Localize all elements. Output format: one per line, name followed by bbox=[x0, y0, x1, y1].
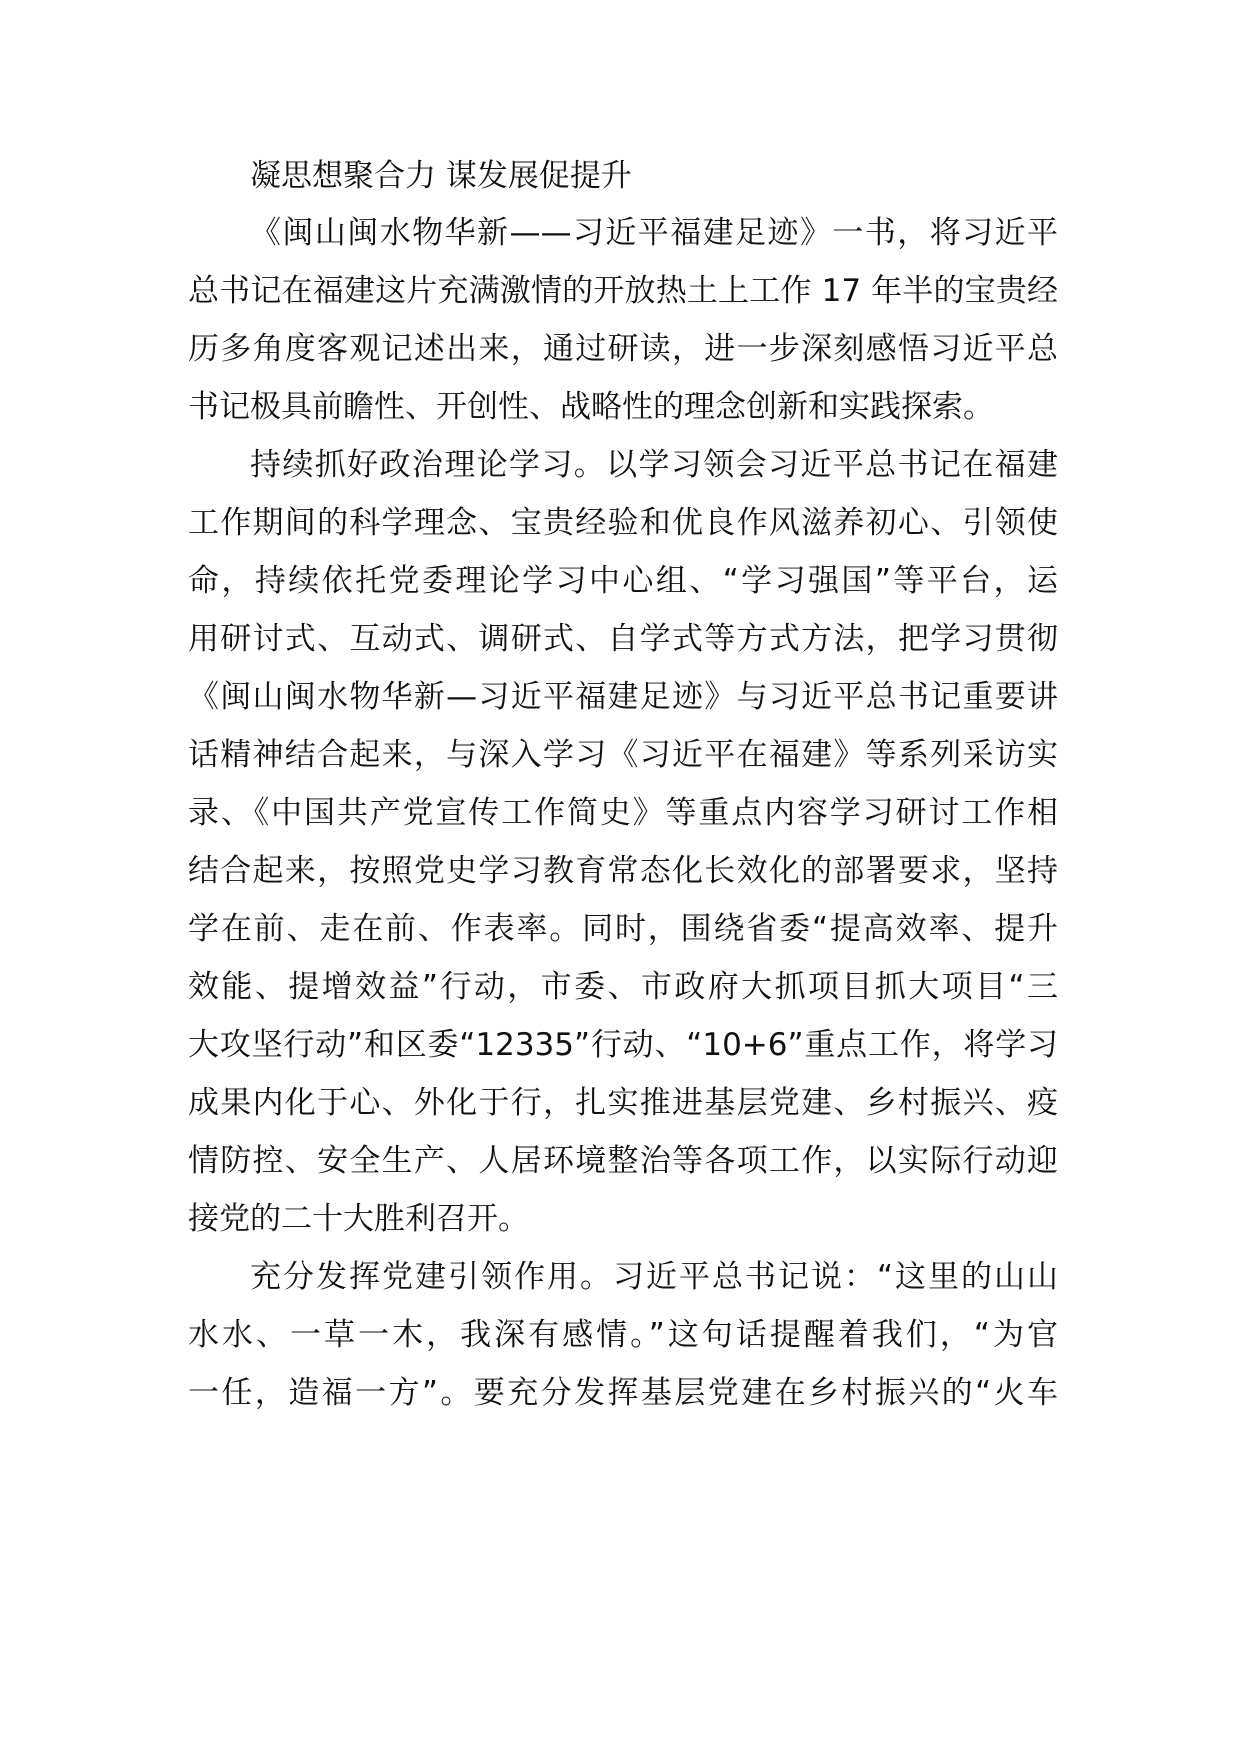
paragraph-2-line-3: 命，持续依托党委理论学习中心组、“学习强国”等平台，运 bbox=[188, 563, 1058, 599]
paragraph-2-line-6: 话精神结合起来，与深入学习《习近平在福建》等系列采访实 bbox=[188, 737, 1058, 773]
paragraph-2-line-11: 大攻坚行动”和区委“12335”行动、“10+6”重点工作，将学习 bbox=[188, 1027, 1058, 1063]
paragraph-2-line-1: 持续抓好政治理论学习。以学习领会习近平总书记在福建 bbox=[250, 447, 1058, 483]
paragraph-1-line-4: 书记极具前瞻性、开创性、战略性的理念创新和实践探索。 bbox=[188, 389, 994, 425]
paragraph-2-line-14: 接党的二十大胜利召开。 bbox=[188, 1201, 529, 1237]
paragraph-3-line-1: 充分发挥党建引领作用。习近平总书记说：“这里的山山 bbox=[250, 1259, 1058, 1295]
paragraph-3-line-2: 水水、一草一木，我深有感情。”这句话提醒着我们，“为官 bbox=[188, 1317, 1058, 1353]
paragraph-2-line-4: 用研讨式、互动式、调研式、自学式等方式方法，把学习贯彻 bbox=[188, 621, 1058, 657]
paragraph-2-line-5: 《闽山闽水物华新—习近平福建足迹》与习近平总书记重要讲 bbox=[188, 679, 1058, 715]
paragraph-1-line-3: 历多角度客观记述出来，通过研读，进一步深刻感悟习近平总 bbox=[188, 331, 1058, 367]
paragraph-2-line-13: 情防控、安全生产、人居环境整治等各项工作，以实际行动迎 bbox=[188, 1143, 1058, 1179]
paragraph-2-line-9: 学在前、走在前、作表率。同时，围绕省委“提高效率、提升 bbox=[188, 911, 1058, 947]
paragraph-2-line-10: 效能、提增效益”行动，市委、市政府大抓项目抓大项目“三 bbox=[188, 969, 1058, 1005]
paragraph-2-line-8: 结合起来，按照党史学习教育常态化长效化的部署要求，坚持 bbox=[188, 853, 1058, 889]
paragraph-1-line-2: 总书记在福建这片充满激情的开放热土上工作 17 年半的宝贵经 bbox=[188, 273, 1058, 309]
document-title: 凝思想聚合力 谋发展促提升 bbox=[250, 158, 632, 194]
paragraph-3-line-3: 一任，造福一方”。要充分发挥基层党建在乡村振兴的“火车 bbox=[188, 1375, 1058, 1411]
paragraph-1-line-1: 《闽山闽水物华新——习近平福建足迹》一书，将习近平 bbox=[250, 215, 1058, 251]
paragraph-2-line-7: 录、《中国共产党宣传工作简史》等重点内容学习研讨工作相 bbox=[188, 795, 1058, 831]
paragraph-2-line-12: 成果内化于心、外化于行，扎实推进基层党建、乡村振兴、疫 bbox=[188, 1085, 1058, 1121]
paragraph-2-line-2: 工作期间的科学理念、宝贵经验和优良作风滋养初心、引领使 bbox=[188, 505, 1058, 541]
